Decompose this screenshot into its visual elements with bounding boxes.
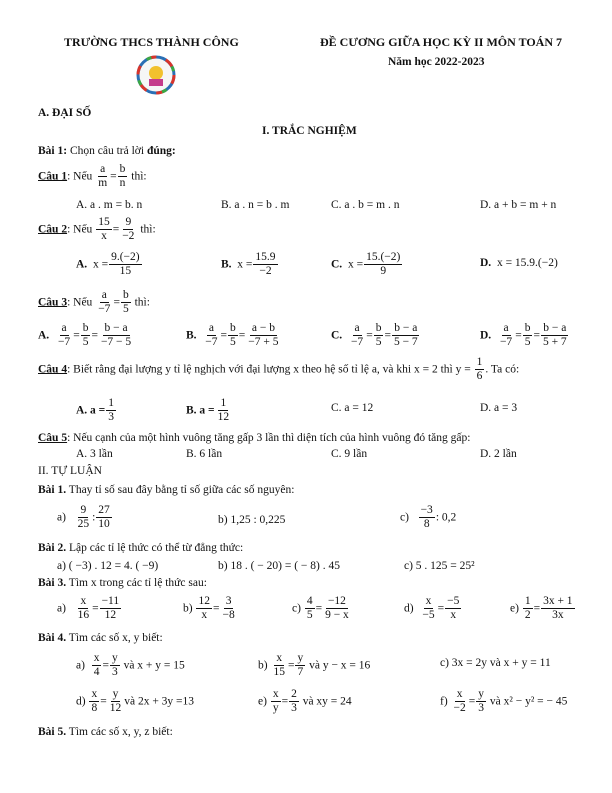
exercise-3-heading: Bài 3. Tìm x trong các tỉ lệ thức sau: — [38, 577, 207, 589]
exercise-3d: d) $\frac{x}{-5}$ = $\frac{-5}{x}$ — [404, 595, 460, 622]
option-b[interactable]: B. a = $\frac{1}{12}$ — [186, 397, 230, 424]
exercise-1c: c) $\frac{-3}{8}$ : 0,2 — [400, 504, 457, 531]
exercise-4d: d) $\frac{x}{8}$ = $\frac{y}{12}$ và 2x + 3y =13 — [76, 688, 195, 715]
option-a[interactable]: A. a . m = b. n — [76, 199, 143, 211]
option-a[interactable]: A. x = $\frac{9.(-2)}{15}$ — [76, 251, 140, 278]
exercise-2a: a) ( −3) . 12 = 4. ( −9) — [57, 560, 159, 572]
option-a[interactable]: A. a = $\frac{1}{3}$ — [76, 397, 114, 424]
exercise-3b: b) $\frac{12}{x}$ = $\frac{3}{-8}$ — [183, 595, 235, 622]
exercise-4c: c) 3x = 2y và x + y = 11 — [440, 657, 551, 669]
question-2: Câu 2: Nếu $\frac{15}{x}$ = $\frac{9}{-2}$ thì: — [38, 216, 156, 243]
exercise-4f: f) $\frac{x}{-2}$ = $\frac{y}{3}$ và x² − y² = − 45 — [440, 688, 568, 715]
school-name: TRƯỜNG THCS THÀNH CÔNG — [64, 35, 239, 49]
option-b[interactable]: B. $\frac{a}{-7}$ = $\frac{b}{5}$ = $\frac{a - b}{-7 + 5}$ — [186, 322, 279, 349]
exercise-4e: e) $\frac{x}{y}$ = $\frac{2}{3}$ và xy = 24 — [258, 688, 352, 715]
exercise-2b: b) 18 . ( − 20) = ( − 8) . 45 — [218, 560, 340, 572]
exercise-1-heading: Bài 1. Thay tỉ số sau đây bằng tỉ số giữa các số nguyên: — [38, 484, 295, 496]
option-b[interactable]: B. x = $\frac{15.9}{-2}$ — [221, 251, 276, 278]
option-c[interactable]: C. a = 12 — [331, 402, 374, 414]
option-a[interactable]: A. 3 lần — [76, 448, 113, 460]
exercise-4a: a) $\frac{x}{4}$ = $\frac{y}{3}$ và x + y = 15 — [76, 652, 185, 679]
question-4: Câu 4: Biết rằng đại lượng y tỉ lệ nghịch với đại lượng x theo hệ số tỉ lệ a, và khi x = 2 thì y = $\frac{1}{6}$ . Ta có: — [38, 356, 520, 383]
exercise-2c: c) 5 . 125 = 25² — [404, 560, 475, 572]
exercise-1a: a) $\frac{9}{25}$ : $\frac{27}{10}$ — [57, 504, 110, 531]
document-title: ĐỀ CƯƠNG GIỮA HỌC KỲ II MÔN TOÁN 7 — [320, 35, 563, 49]
exercise-3c: c) $\frac{4}{5}$ = $\frac{-12}{9 - x}$ — [292, 595, 349, 622]
option-d[interactable]: D. a + b = m + n — [480, 199, 557, 211]
exercise-5-heading: Bài 5. Tìm các số x, y, z biết: — [38, 726, 173, 738]
option-b[interactable]: B. 6 lần — [186, 448, 223, 460]
option-c[interactable]: C. x = $\frac{15.(-2)}{9}$ — [331, 251, 401, 278]
exercise-1-heading: Bài 1: Chọn câu trả lời đúng: — [38, 145, 176, 157]
question-1: Câu 1: Nếu $\frac{a}{m}$ = $\frac{b}{n}$ thì: — [38, 163, 147, 190]
part-heading: I. TRẮC NGHIỆM — [262, 125, 357, 137]
exercise-4b: b) $\frac{x}{15}$ = $\frac{y}{7}$ và y − x = 16 — [258, 652, 371, 679]
option-c[interactable]: C. $\frac{a}{-7}$ = $\frac{b}{5}$ = $\frac{b - a}{5 - 7}$ — [331, 322, 418, 349]
option-d[interactable]: D. x = 15.9.(−2) — [480, 257, 558, 269]
school-logo-icon — [136, 55, 176, 95]
option-c[interactable]: C. a . b = m . n — [331, 199, 400, 211]
exercise-1b: b) 1,25 : 0,225 — [218, 514, 286, 526]
exercise-4-heading: Bài 4. Tìm các số x, y biết: — [38, 632, 163, 644]
option-a[interactable]: A. $\frac{a}{-7}$ = $\frac{b}{5}$ = $\frac{b - a}{-7 - 5}$ — [38, 322, 132, 349]
exercise-2-heading: Bài 2. Lập các tỉ lệ thức có thể từ đẳng thức: — [38, 542, 244, 554]
option-b[interactable]: B. a . n = b . m — [221, 199, 290, 211]
exercise-3e: e) $\frac{1}{2}$ = $\frac{3x + 1}{3x}$ — [510, 595, 573, 622]
option-d[interactable]: D. 2 lần — [480, 448, 517, 460]
school-year: Năm học 2022-2023 — [388, 56, 485, 68]
section-heading: A. ĐẠI SỐ — [38, 107, 92, 119]
part-heading: II. TỰ LUẬN — [38, 465, 102, 477]
option-d[interactable]: D. $\frac{a}{-7}$ = $\frac{b}{5}$ = $\frac{b - a}{5 + 7}$ — [480, 322, 567, 349]
option-c[interactable]: C. 9 lần — [331, 448, 368, 460]
exercise-3a: a) $\frac{x}{16}$ = $\frac{-11}{12}$ — [57, 595, 120, 622]
question-3: Câu 3: Nếu $\frac{a}{-7}$ = $\frac{b}{5}$ thì: — [38, 289, 150, 316]
option-d[interactable]: D. a = 3 — [480, 402, 518, 414]
question-5: Câu 5: Nếu cạnh của một hình vuông tăng gấp 3 lần thì diện tích của hình vuông đó tăng gấp: — [38, 432, 471, 444]
